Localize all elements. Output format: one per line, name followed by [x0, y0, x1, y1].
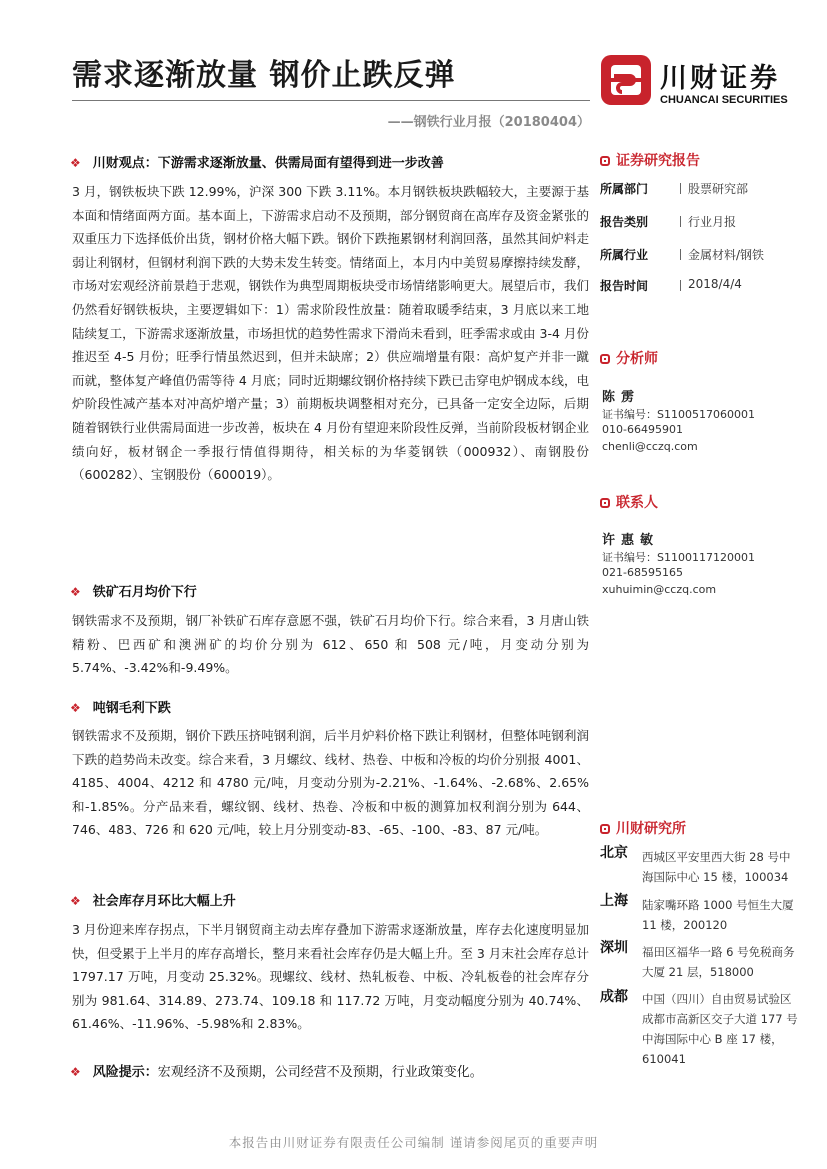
contact-heading: 联系人 [600, 492, 658, 512]
diamond-bullet-icon: ❖ [70, 156, 81, 170]
logo-name-en: CHUANCAI SECURITIES [660, 94, 788, 106]
report-subtitle: ——钢铁行业月报（20180404） [387, 115, 590, 130]
office-address: 中国（四川）自由贸易试验区成都市高新区交子大道 177 号中海国际中心 B 座 17 楼，610041 [642, 992, 798, 1066]
office-city: 深圳 [600, 940, 628, 956]
section-body-margin: 钢铁需求不及预期，钢价下跌压挤吨钢利润，后半月炉料价格下跌让利钢材，但整体吨钢利润下跌的趋势尚未改变。综合来看，3 月螺纹、线材、热卷、中板和冷板的均价分别报 4001、4185、4004、4212 和 4780 元/吨，月变动分别为-2.21%、-1.64%、-2.68%、2.65%和-1.85%。分产品来看，螺纹钢、线材、热卷、冷板和中板的测算加权利润分别为 644、746、483、726 和 620 元/吨，较上月分别变动-83、-65、-100、-83、87 元/吨。 [72, 728, 589, 838]
section-heading-margin: ❖ 吨钢毛利下跌 [70, 701, 171, 716]
report-info-heading: 证券研究报告 [600, 150, 700, 170]
contact-email[interactable]: xuhuimin@cczq.com [602, 583, 717, 596]
analyst-name: 陈雳 [602, 390, 641, 405]
square-bullet-icon [600, 156, 610, 166]
office-city: 北京 [600, 845, 628, 861]
section-body-view: 3 月，钢铁板块下跌 12.99%，沪深 300 下跌 3.11%。本月钢铁板块跌幅较大，主要源于基本面和情绪面两方面。基本面上，下游需求启动不及预期，部分钢贸商在高库存及资金紧张的双重压力下选择低价出货，钢材价格大幅下跌。钢价下跌拖累钢材利润回落，虽然其间炉料走弱让利钢材，但钢材利润下跌的大势未发生转变。情绪面上，本月内中美贸易摩擦持续发酵，市场对宏观经济前景趋于悲观，钢铁作为典型周期板块受市场情绪影响更大。展望后市，我们仍然看好钢铁板块，主要逻辑如下：1）需求阶段性放量：随着取暖季结束，3 月底以来工地陆续复工，下游需求逐渐放量，市场担忧的趋势性需求下滑尚未看到，旺季需求或由 3-4 月份推迟至 4-5 月份；旺季行情虽然迟到，但并未缺席；2）供应端增量有限：高炉复产并非一蹴而就，整体复产峰值仍需等待 4 月底；同时近期螺纹钢价格持续下跌已击穿电炉钢成本线，电炉阶段性减产基本对冲高炉增产量；3）前期板块调整相对充分，已具备一定安全边际，后期随着钢铁行业供需局面进一步改善，板块在 4 月份有望迎来阶段性反弹，当前阶段板材钢企业绩向好，板材钢企一季报行情值得期待，相关标的为华菱钢铁（000932）、南钢股份（600282）、宝钢股份（600019）。 [72, 184, 589, 483]
office-address: 福田区福华一路 6 号免税商务大厦 21 层，518000 [642, 945, 795, 979]
square-bullet-icon [600, 498, 610, 508]
section-body-inventory: 3 月份迎来库存拐点，下半月钢贸商主动去库存叠加下游需求逐渐放量，库存去化速度明显加快，但受累于上半月的库存高增长，整月来看社会库存仍是大幅上升。至 3 月末社会库存总计 1797.17 万吨，月变动 25.32%。现螺纹、线材、热轧板卷、中板、冷轧板卷的社会库存分别为 981.64、314.89、273.74、109.18 和 117.72 万吨，月变动幅度分别为 40.74%、61.46%、-11.96%、-5.98%和 2.83%。 [72, 922, 589, 1032]
chuancai-logo-icon [600, 54, 652, 106]
section-heading-iron-ore: ❖ 铁矿石月均价下行 [70, 585, 197, 600]
analyst-cert: 证书编号：S1100517060001 [602, 408, 755, 421]
diamond-bullet-icon: ❖ [70, 894, 81, 908]
office-address: 西城区平安里西大街 28 号中海国际中心 15 楼，100034 [642, 850, 791, 884]
footer-disclaimer: 本报告由川财证券有限责任公司编制 谨请参阅尾页的重要声明 [228, 1135, 599, 1150]
diamond-bullet-icon: ❖ [70, 701, 81, 715]
institute-heading: 川财研究所 [600, 818, 686, 838]
square-bullet-icon [600, 354, 610, 364]
analyst-email[interactable]: chenli@cczq.com [602, 440, 698, 453]
contact-phone: 021-68595165 [602, 566, 683, 579]
office-address: 陆家嘴环路 1000 号恒生大厦 11 楼，200120 [642, 898, 794, 932]
analyst-heading: 分析师 [600, 348, 658, 368]
contact-name: 许惠敏 [602, 533, 660, 548]
section-heading-view: ❖ 川财观点：下游需求逐渐放量、供需局面有望得到进一步改善 [70, 156, 444, 171]
section-body-iron-ore: 钢铁需求不及预期，钢厂补铁矿石库存意愿不强，铁矿石月均价下行。综合来看，3 月唐山铁精粉、巴西矿和澳洲矿的均价分别为 612、650 和 508 元/吨，月变动分别为 5.74%、-3.42%和-9.49%。 [72, 613, 589, 676]
analyst-phone: 010-66495901 [602, 423, 683, 436]
square-bullet-icon [600, 824, 610, 834]
office-city: 成都 [600, 989, 628, 1005]
title-divider [72, 100, 590, 101]
risk-warning: ❖ 风险提示：宏观经济不及预期，公司经营不及预期，行业政策变化。 [70, 1065, 483, 1080]
diamond-bullet-icon: ❖ [70, 585, 81, 599]
office-city: 上海 [600, 893, 628, 909]
logo-name-cn: 川财证券 [660, 63, 780, 94]
diamond-bullet-icon: ❖ [70, 1065, 81, 1079]
report-title: 需求逐渐放量 钢价止跌反弹 [72, 58, 456, 93]
section-heading-inventory: ❖ 社会库存月环比大幅上升 [70, 894, 236, 909]
contact-cert: 证书编号：S1100117120001 [602, 551, 755, 564]
